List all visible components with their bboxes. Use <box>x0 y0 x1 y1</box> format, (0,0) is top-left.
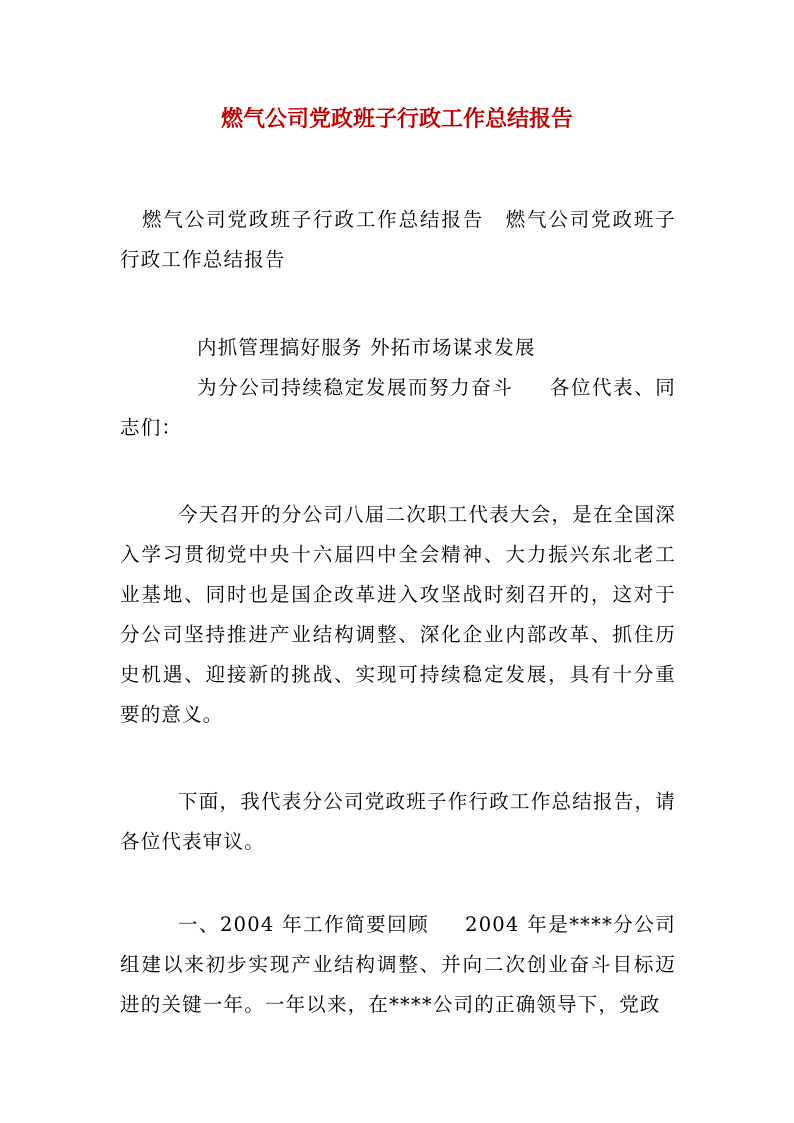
subtitle-slogan: 为分公司持续稳定发展而努力奋斗 <box>197 376 514 399</box>
opening-paragraph: 今天召开的分公司八届二次职工代表大会，是在全国深入学习贯彻党中央十六届四中全会精神、大力振兴东北老工业基地、同时也是国企改革进入攻坚战时刻召开的，这对于分公司坚持推进产业结构调整、深化企业内部改革、抓住历史机遇、迎接新的挑战、实现可持续稳定发展，具有十分重要的意义。 <box>120 503 676 726</box>
section-one-heading: 一、2004 年工作简要回顾 <box>178 913 430 936</box>
salutation: 各位代表、同志们： <box>120 376 676 439</box>
section-one-text: 2004 年是****分公司组建以来初步实现产业结构调整、并向二次创业奋斗目标迈进的关键一年。一年以来，在****公司的正确领导下，党政 <box>120 913 676 1016</box>
document-title: 燃气公司党政班子行政工作总结报告 <box>220 106 573 132</box>
report-intro-paragraph: 下面，我代表分公司党政班子作行政工作总结报告，请各位代表审议。 <box>120 790 676 853</box>
intro-paragraph: 燃气公司党政班子行政工作总结报告 燃气公司党政班子行政工作总结报告 <box>120 208 676 271</box>
section-one-paragraph <box>120 905 676 1025</box>
subtitle-line-1: 内抓管理搞好服务 外拓市场谋求发展 <box>197 336 536 359</box>
subtitle-line-2 <box>120 368 676 448</box>
